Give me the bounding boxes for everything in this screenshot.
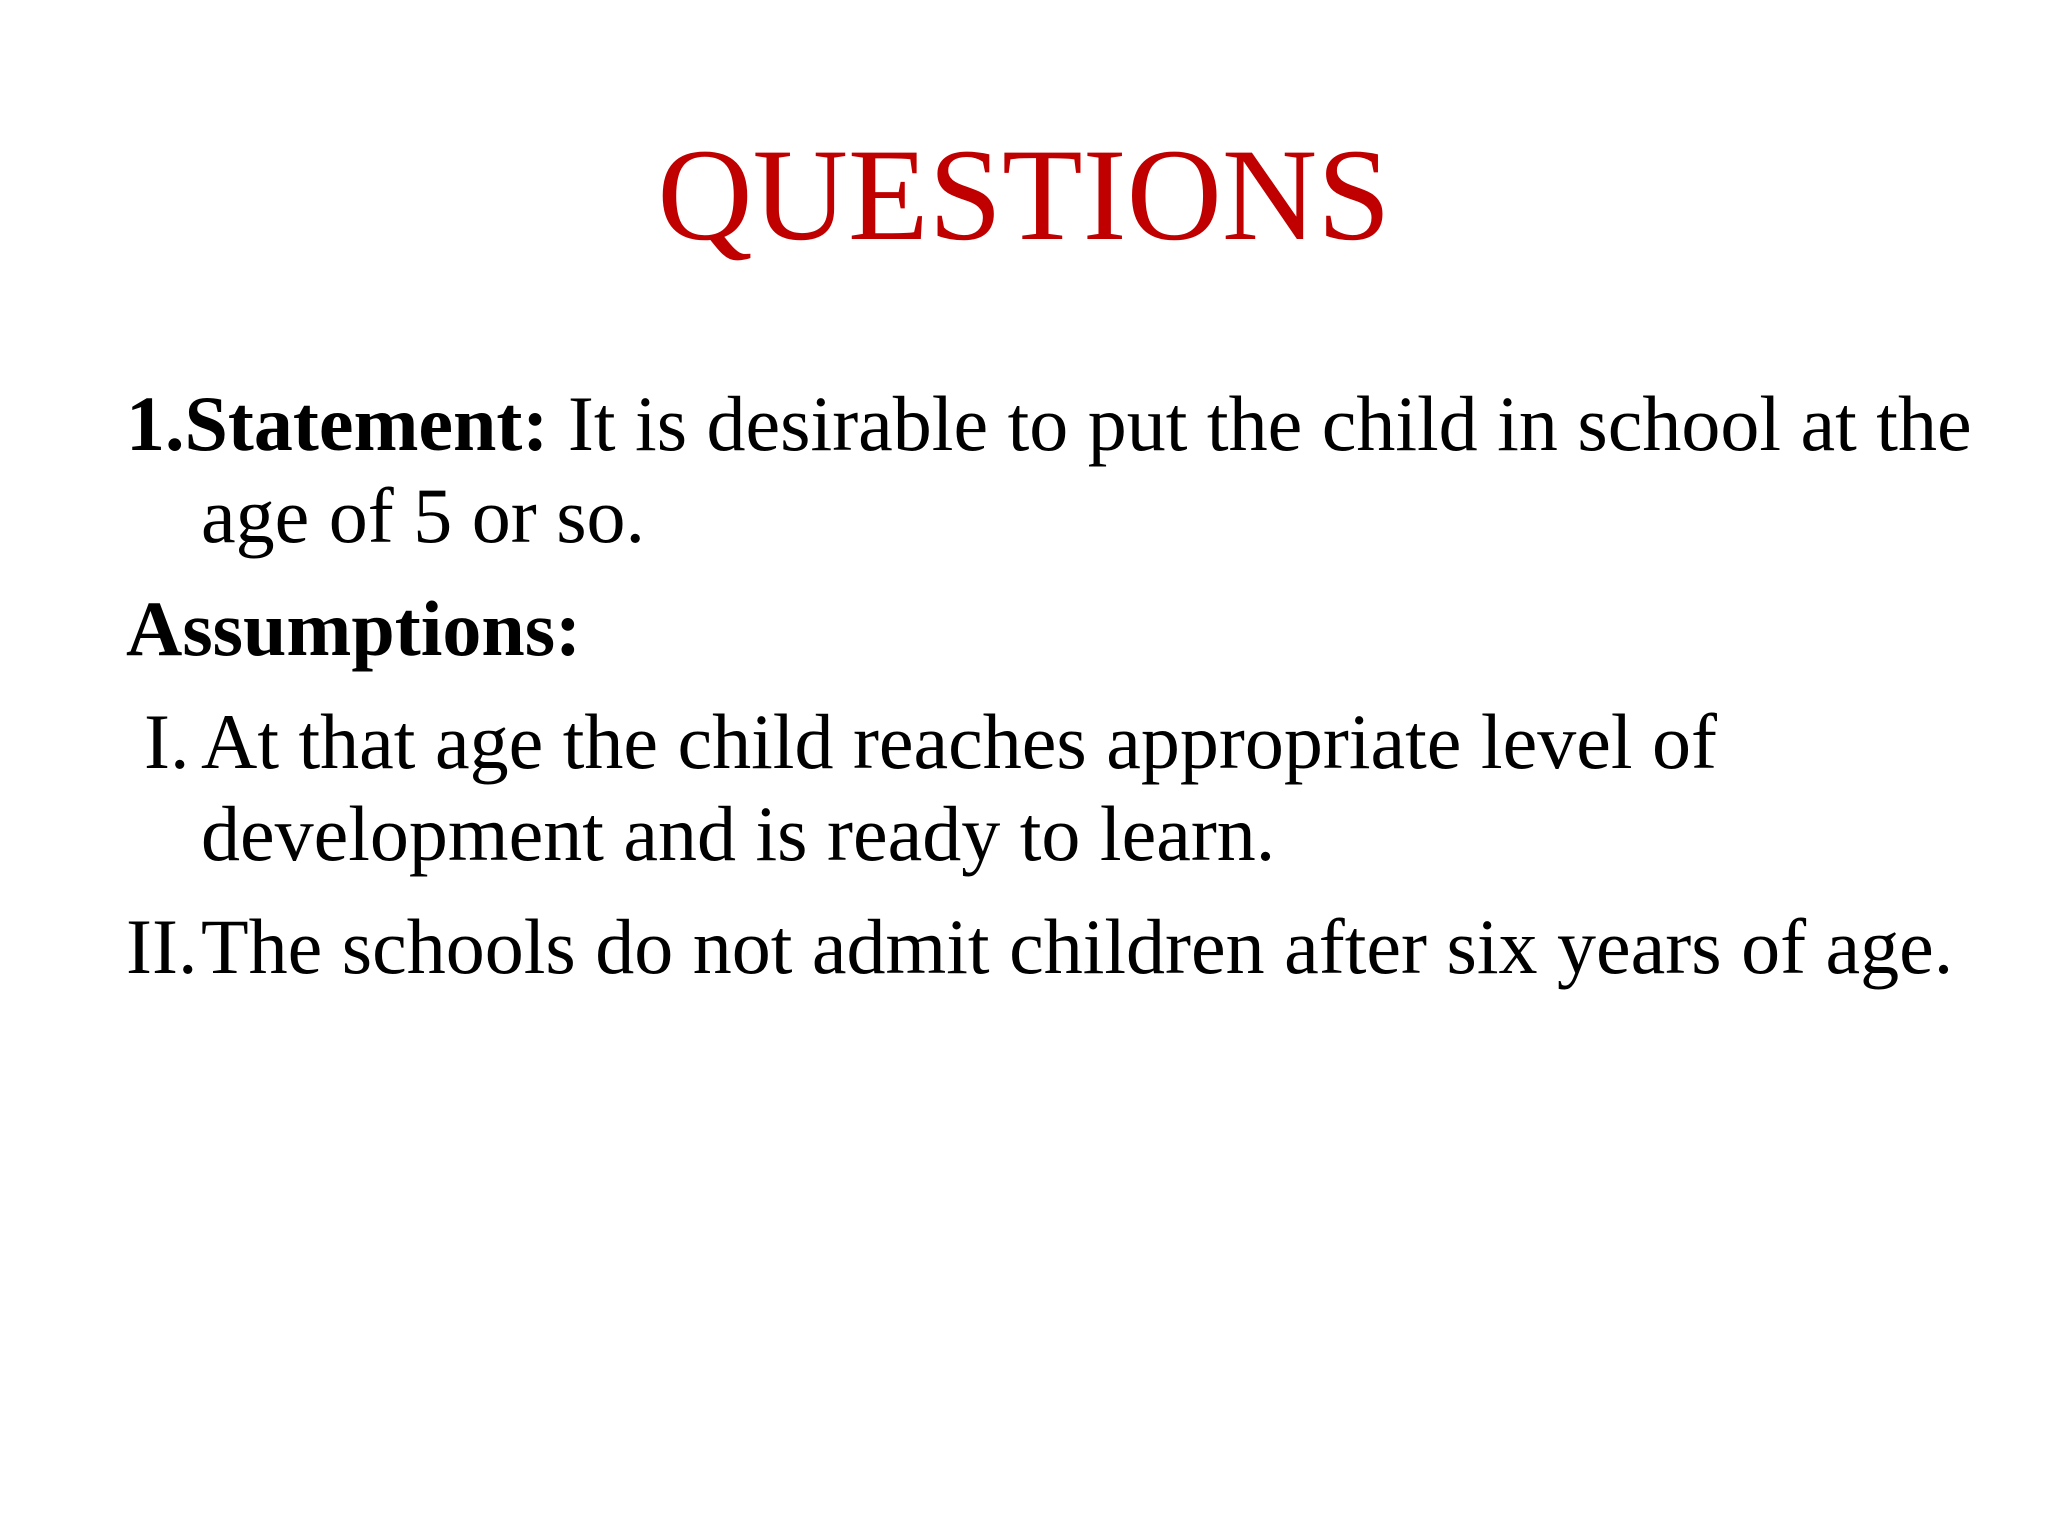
assumption-numeral: II. (126, 903, 198, 990)
statement-label: Statement: (184, 380, 549, 467)
statement-number: 1. (126, 380, 185, 467)
assumption-text: The schools do not admit children after six years of age. (201, 903, 1954, 990)
statement-text: It is desirable to put the child in school at the age of 5 or so. (201, 380, 1972, 559)
slide-title: QUESTIONS (657, 121, 1391, 268)
assumption-item-2 (126, 901, 1986, 993)
assumption-item-1 (126, 696, 1986, 880)
assumptions-heading: Assumptions: (126, 585, 582, 672)
statement-paragraph (126, 378, 1986, 562)
slide-body (126, 378, 1986, 1014)
assumption-text: At that age the child reaches appropriate level of development and is ready to learn. (201, 698, 1717, 877)
assumption-numeral: I. (144, 698, 190, 785)
